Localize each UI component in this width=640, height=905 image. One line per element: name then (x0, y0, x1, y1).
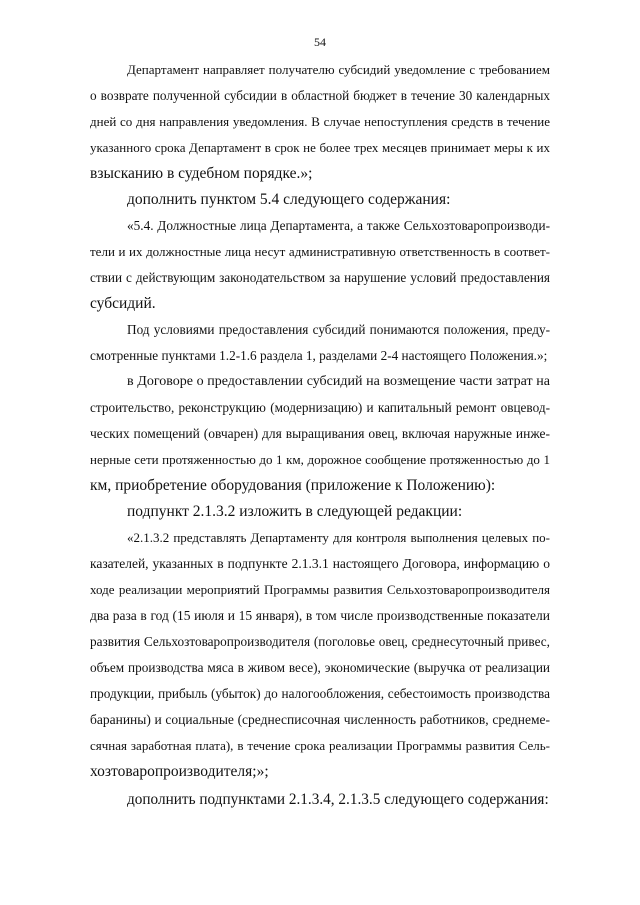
text-line: два раза в год (15 июля и 15 января), в том числе производственные показатели (90, 608, 550, 623)
text-line: ходе реализации мероприятий Программы развития Сельхозтоваропроизводителя (90, 582, 550, 597)
text-line: «2.1.3.2 представлять Департаменту для контроля выполнения целевых по- (127, 530, 550, 545)
text-line: Департамент направляет получателю субсидий уведомление с требованием (127, 62, 550, 77)
text-line: строительство, реконструкцию (модернизацию) и капитальный ремонт овцевод- (90, 400, 550, 415)
text-line: Под условиями предоставления субсидий понимаются положения, преду- (127, 322, 550, 337)
text-line: о возврате полученной субсидии в областной бюджет в течение 30 календарных (90, 88, 550, 103)
text-line: ческих помещений (овчарен) для выращивания овец, включая наружные инже- (90, 426, 550, 441)
text-line: хозтоваропроизводителя;»; (90, 763, 269, 780)
text-line: смотренные пунктами 1.2-1.6 раздела 1, разделами 2-4 настоящего Положения.»; (90, 348, 548, 363)
text-line: «5.4. Должностные лица Департамента, а также Сельхозтоваропроизводи- (127, 218, 550, 233)
text-line: ствии с действующим законодательством за нарушение условий предоставления (90, 270, 550, 285)
text-line: казателей, указанных в подпункте 2.1.3.1 настоящего Договора, информацию о (90, 556, 550, 571)
text-line: продукции, прибыль (убыток) до налогообложения, себестоимость производства (90, 686, 550, 701)
text-line: объем производства мяса в живом весе), экономические (выручка от реализации (90, 660, 550, 675)
text-line: указанного срока Департамент в срок не более трех месяцев принимает меры к их (90, 140, 550, 155)
text-line: баранины) и социальные (среднесписочная численность работников, среднеме- (90, 712, 550, 727)
text-line: в Договоре о предоставлении субсидий на возмещение части затрат на (127, 374, 550, 389)
text-line: дополнить подпунктами 2.1.3.4, 2.1.3.5 следующего содержания: (127, 791, 549, 808)
page-number: 54 (314, 35, 326, 49)
text-line: км, приобретение оборудования (приложение к Положению): (90, 477, 496, 494)
text-line: дополнить пунктом 5.4 следующего содержания: (127, 191, 451, 208)
text-line: субсидий. (90, 295, 156, 312)
text-line: подпункт 2.1.3.2 изложить в следующей редакции: (127, 503, 463, 520)
text-line: тели и их должностные лица несут административную ответственность в соответ- (90, 244, 550, 259)
text-line: сячная заработная плата), в течение срока реализации Программы развития Сель- (90, 738, 550, 753)
text-line: развития Сельхозтоваропроизводителя (поголовье овец, среднесуточный привес, (90, 634, 550, 649)
text-line: взысканию в судебном порядке.»; (90, 165, 313, 182)
text-line: дней со дня направления уведомления. В случае непоступления средств в течение (90, 114, 550, 129)
text-line: нерные сети протяженностью до 1 км, дорожное сообщение протяженностью до 1 (90, 452, 550, 467)
